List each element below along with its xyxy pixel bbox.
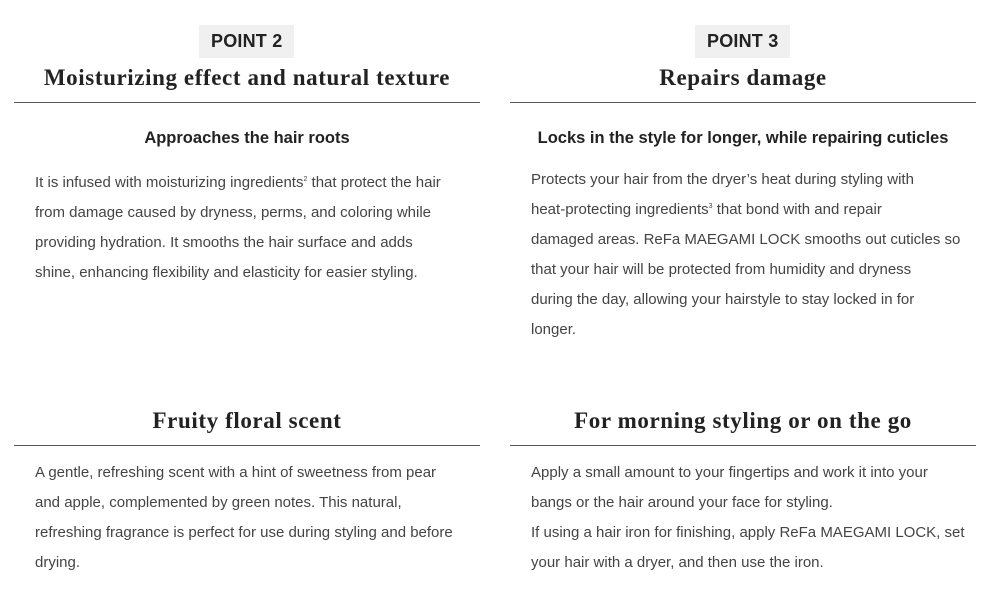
scent-title: Fruity floral scent: [152, 408, 342, 433]
point2-body-line1-post: that protect the hair: [307, 174, 441, 191]
point2-title: Moisturizing effect and natural texture: [43, 65, 451, 90]
point2-body-line1-pre: It is infused with moisturizing ingredients: [35, 174, 304, 191]
usage-title: For morning styling or on the go: [574, 408, 912, 433]
point3-body-line2-pre: heat-protecting ingredients: [531, 201, 709, 218]
usage-body-line2: bangs or the hair around your face for styling.: [531, 494, 833, 511]
point2-body-line2: from damage caused by dryness, perms, and coloring while: [35, 204, 432, 221]
point2-badge: POINT 2: [199, 25, 294, 58]
point3-subtitle: Locks in the style for longer, while repairing cuticles: [537, 129, 949, 147]
scent-body-line4: drying.: [35, 554, 81, 571]
scent-body: [35, 458, 465, 578]
scent-divider: [14, 445, 480, 446]
scent-body-line3: refreshing fragrance is perfect for use during styling and before: [35, 524, 453, 541]
usage-body-line3: If using a hair iron for finishing, apply ReFa MAEGAMI LOCK, set: [531, 524, 965, 541]
point3-body-line5: during the day, allowing your hairstyle to stay locked in for: [531, 291, 915, 308]
point3-title: Repairs damage: [659, 65, 827, 90]
point3-badge: POINT 3: [695, 25, 790, 58]
point3-body: [531, 165, 961, 345]
point3-body-line4: that your hair will be protected from humidity and dryness: [531, 261, 912, 278]
point2-divider: [14, 102, 480, 103]
point2-body-line3: providing hydration. It smooths the hair surface and adds: [35, 234, 413, 251]
scent-body-line2: and apple, complemented by green notes. This natural,: [35, 494, 402, 511]
point2-subtitle: Approaches the hair roots: [144, 129, 350, 147]
point3-body-line2-post: that bond with and repair: [712, 201, 882, 218]
footnote-marker-3: 3: [708, 203, 713, 210]
point3-body-line6: longer.: [531, 321, 577, 338]
usage-body-line1: Apply a small amount to your fingertips and work it into your: [531, 464, 928, 481]
footnote-marker-2: 2: [303, 176, 308, 183]
point2-body-line1: [35, 168, 465, 198]
point3-divider: [510, 102, 976, 103]
point3-body-line3: damaged areas. ReFa MAEGAMI LOCK smooths out cuticles so: [531, 231, 961, 248]
usage-body-line4: your hair with a dryer, and then use the iron.: [531, 554, 824, 571]
point3-body-line2: [531, 195, 961, 225]
usage-body: [531, 458, 965, 578]
point2-body: [35, 168, 465, 288]
point3-body-line1: Protects your hair from the dryer’s heat during styling with: [531, 171, 914, 188]
scent-body-line1: A gentle, refreshing scent with a hint of sweetness from pear: [35, 464, 437, 481]
point2-body-line4: shine, enhancing flexibility and elasticity for easier styling.: [35, 264, 418, 281]
usage-divider: [510, 445, 976, 446]
